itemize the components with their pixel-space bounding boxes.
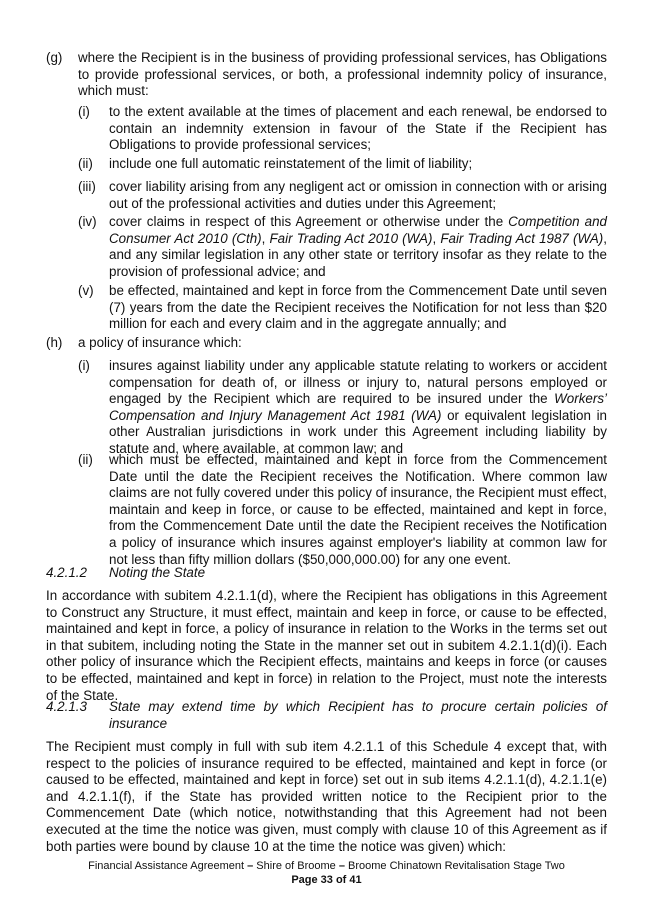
section-title-4-2-1-3: State may extend time by which Recipient has to procure certain policies of insurance xyxy=(109,699,607,731)
item-label-h: (h) xyxy=(46,335,63,350)
section-title-4-2-1-2: Noting the State xyxy=(109,565,206,580)
subitem-label-g-iii: (iii) xyxy=(78,179,96,194)
subitem-label-g-iv: (iv) xyxy=(78,214,97,229)
subitem-text-h-i: insures against liability under any applicable statute relating to workers or accident compensation for death of, or illness or injury to, natural persons employed or engaged by the Recipient which are required to be insured under the Workers’ Compensation and Injury Management Act 1981 (WA) or equivalent legislation in other Australian jurisdictions in work under this Agreement including liability by statute and, where available, at common law; and xyxy=(109,358,607,456)
subitem-text-g-iii: cover liability arising from any negligent act or omission in connection with or arising out of the professional activities and duties under this Agreement; xyxy=(109,179,607,211)
subitem-text-g-i: to the extent available at the times of placement and each renewal, be endorsed to contain an indemnity extension in favour of the State if the Recipient has Obligations to provide professional services; xyxy=(109,104,607,153)
item-label-g: (g) xyxy=(46,50,63,65)
subitem-text-g-ii: include one full automatic reinstatement of the limit of liability; xyxy=(109,156,473,171)
subitem-label-g-v: (v) xyxy=(78,283,94,298)
subitem-text-g-v: be effected, maintained and kept in force from the Commencement Date until seven (7) years from the date the Recipient receives the Notification for not less than $20 million for each and every claim and in the aggregate annually; and xyxy=(109,283,607,332)
footer-page-number: Page 33 of 41 xyxy=(291,874,362,886)
subitem-text-g-iv: cover claims in respect of this Agreement or otherwise under the Competition and Consumer Act 2010 (Cth), Fair Trading Act 2010 (WA), Fair Trading Act 1987 (WA), and any similar legislation in any other state or territory insofar as they relate to the provision of professional advice; and xyxy=(109,214,607,279)
subitem-text-h-ii: which must be effected, maintained and kept in force from the Commencement Date until the date the Recipient receives the Notification. Where common law claims are not fully covered under this policy of insurance, the Recipient must effect, maintain and keep in force, or cause to be effected, maintained and kept in force, from the Commencement Date until the date the Recipient receives the Notification a policy of insurance which insures against employer's liability at common law for not less than fifty million dollars ($50,000,000.00) for any one event. xyxy=(109,452,607,567)
section-number-4-2-1-2: 4.2.1.2 xyxy=(46,565,87,580)
section-number-4-2-1-3: 4.2.1.3 xyxy=(46,699,87,714)
item-text-g: where the Recipient is in the business of providing professional services, has Obligations to provide professional services, or both, a professional indemnity policy of insurance, which must: xyxy=(78,50,607,99)
subitem-label-h-i: (i) xyxy=(78,358,90,373)
footer-title: Financial Assistance Agreement – Shire of Broome – Broome Chinatown Revitalisation Stage Two xyxy=(88,860,565,872)
section-body-4-2-1-3: The Recipient must comply in full with sub item 4.2.1.1 of this Schedule 4 except that, with respect to the policies of insurance required to be effected, maintained and kept in force (or caused to be effected, maintained and kept in force) set out in sub items 4.2.1.1(d), 4.2.1.1(e) and 4.2.1.1(f), if the State has provided written notice to the Recipient prior to the Commencement Date (which notice, notwithstanding that this Agreement had not been executed at the time the notice was given, must comply with clause 10 of this Agreement as if both parties were bound by clause 10 at the time the notice was given) which: xyxy=(46,739,607,854)
section-body-4-2-1-2: In accordance with subitem 4.2.1.1(d), where the Recipient has obligations in this Agreement to Construct any Structure, it must effect, maintain and keep in force, or cause to be effected, maintained and kept in force, a policy of insurance in relation to the Works in the terms set out in that subitem, including noting the State in the manner set out in subitem 4.2.1.1(d)(i). Each other policy of insurance which the Recipient effects, maintains and keeps in force (or causes to be effected, maintained and kept in force) in relation to the Project, must note the interests of the State. xyxy=(46,588,607,703)
subitem-label-g-ii: (ii) xyxy=(78,156,93,171)
item-text-h: a policy of insurance which: xyxy=(78,335,242,350)
subitem-label-g-i: (i) xyxy=(78,104,90,119)
subitem-label-h-ii: (ii) xyxy=(78,452,93,467)
